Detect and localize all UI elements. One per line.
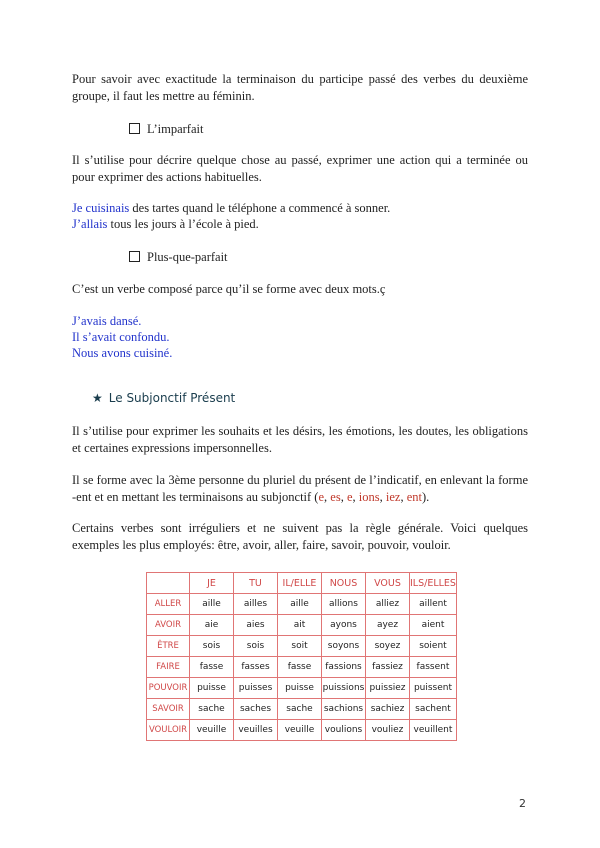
table-cell: sachiez	[366, 699, 410, 720]
ending: ent	[406, 489, 422, 504]
table-row	[147, 699, 457, 720]
table-cell: veuille	[190, 720, 234, 741]
row-verb: SAVOIR	[147, 699, 190, 720]
row-verb: ÊTRE	[147, 636, 190, 657]
row-verb: VOULOIR	[147, 720, 190, 741]
table-cell: fasse	[190, 657, 234, 678]
para-2-start: Il se forme avec la 3ème personne du pluriel du présent de l’indicatif, en enlevant la forme -ent et en mettant les terminaisons au subjonctif (	[72, 473, 528, 504]
example-highlight: Je cuisinais	[72, 201, 130, 215]
table-cell: soyez	[366, 636, 410, 657]
ending: ions	[358, 489, 380, 504]
table-cell: sache	[190, 699, 234, 720]
intro-paragraph: Pour savoir avec exactitude la terminaison du participe passé des verbes du deuxième groupe, il faut les mettre au féminin.	[72, 72, 528, 103]
checkbox-icon	[129, 251, 140, 262]
table-cell: sachions	[322, 699, 366, 720]
imparfait-description: Il s’utilise pour décrire quelque chose au passé, exprimer une action qui a terminée ou pour exprimer des actions habituelles.	[72, 153, 528, 184]
table-cell: alliez	[366, 594, 410, 615]
imparfait-bullet	[129, 121, 203, 137]
table-cell: allions	[322, 594, 366, 615]
table-cell: veuilles	[234, 720, 278, 741]
ending: es	[330, 489, 341, 504]
pqp-example-2: Il s’avait confondu.	[72, 330, 170, 344]
example-text: tous les jours à l’école à pied.	[107, 217, 259, 231]
example-highlight: J’allais	[72, 217, 108, 231]
header-il-elle: IL/ELLE	[278, 573, 322, 594]
table-cell: puissiez	[366, 678, 410, 699]
header-ils-elles: ILS/ELLES	[410, 573, 457, 594]
table-cell: puisse	[190, 678, 234, 699]
ending: e	[346, 489, 353, 504]
table-row	[147, 636, 457, 657]
imparfait-example-2	[72, 216, 528, 233]
table-cell: aillent	[410, 594, 457, 615]
star-icon: ★	[92, 391, 103, 405]
table-row	[147, 657, 457, 678]
table-row	[147, 678, 457, 699]
table-cell: veuillent	[410, 720, 457, 741]
plus-que-parfait-description: C’est un verbe composé parce qu’il se forme avec deux mots.ç	[72, 282, 386, 296]
subjonctif-para-3: Certains verbes sont irréguliers et ne suivent pas la règle générale. Voici quelques exemples les plus employés: être, avoir, aller, faire, savoir, pouvoir, vouloir.	[72, 521, 528, 552]
table-cell: soit	[278, 636, 322, 657]
pqp-example-1: J’avais dansé.	[72, 314, 142, 328]
row-verb: AVOIR	[147, 615, 190, 636]
para-2-end: ).	[421, 489, 430, 504]
table-cell: ayez	[366, 615, 410, 636]
table-cell: aient	[410, 615, 457, 636]
table-cell: ait	[278, 615, 322, 636]
table-cell: sois	[234, 636, 278, 657]
subjonctif-heading	[92, 391, 235, 405]
table-cell: puisses	[234, 678, 278, 699]
table-cell: aille	[278, 594, 322, 615]
checkbox-icon	[129, 123, 140, 134]
table-cell: saches	[234, 699, 278, 720]
header-tu: TU	[234, 573, 278, 594]
table-row	[147, 720, 457, 741]
imparfait-example-1	[72, 200, 528, 217]
plus-que-parfait-bullet	[129, 249, 228, 265]
table-cell: sois	[190, 636, 234, 657]
pqp-example-3: Nous avons cuisiné.	[72, 346, 173, 360]
table-cell: fassions	[322, 657, 366, 678]
table-row	[147, 594, 457, 615]
header-je: JE	[190, 573, 234, 594]
table-cell: voulions	[322, 720, 366, 741]
row-verb: ALLER	[147, 594, 190, 615]
example-text: des tartes quand le téléphone a commencé à sonner.	[129, 201, 391, 215]
conjugation-table	[146, 572, 457, 741]
table-cell: puissent	[410, 678, 457, 699]
table-header-row	[147, 573, 457, 594]
ending: iez	[385, 489, 401, 504]
table-cell: soyons	[322, 636, 366, 657]
table-cell: puissions	[322, 678, 366, 699]
corner-cell	[147, 573, 190, 594]
table-cell: vouliez	[366, 720, 410, 741]
table-cell: aies	[234, 615, 278, 636]
table-cell: fassiez	[366, 657, 410, 678]
subjonctif-para-1: Il s’utilise pour exprimer les souhaits et les désirs, les émotions, les doutes, les obligations et certaines expressions impersonnelles.	[72, 424, 528, 455]
page-number: 2	[519, 797, 526, 810]
table-cell: aille	[190, 594, 234, 615]
plus-que-parfait-title: Plus-que-parfait	[147, 250, 228, 264]
table-cell: fasses	[234, 657, 278, 678]
header-nous: NOUS	[322, 573, 366, 594]
table-cell: ayons	[322, 615, 366, 636]
table-cell: fassent	[410, 657, 457, 678]
imparfait-title: L’imparfait	[147, 122, 204, 136]
subjonctif-para-2: Il se forme avec la 3ème personne du pluriel du présent de l’indicatif, en enlevant la forme -ent et en mettant les terminaisons au subjonctif (e, es, e, ions, iez, ent).	[72, 473, 528, 504]
heading-text: Le Subjonctif Présent	[108, 391, 236, 405]
table-row	[147, 615, 457, 636]
ending: e	[318, 489, 325, 504]
table-cell: puisse	[278, 678, 322, 699]
row-verb: FAIRE	[147, 657, 190, 678]
table-cell: soient	[410, 636, 457, 657]
table-cell: sachent	[410, 699, 457, 720]
table-cell: ailles	[234, 594, 278, 615]
table-cell: sache	[278, 699, 322, 720]
header-vous: VOUS	[366, 573, 410, 594]
table-cell: veuille	[278, 720, 322, 741]
table-cell: fasse	[278, 657, 322, 678]
row-verb: POUVOIR	[147, 678, 190, 699]
table-cell: aie	[190, 615, 234, 636]
